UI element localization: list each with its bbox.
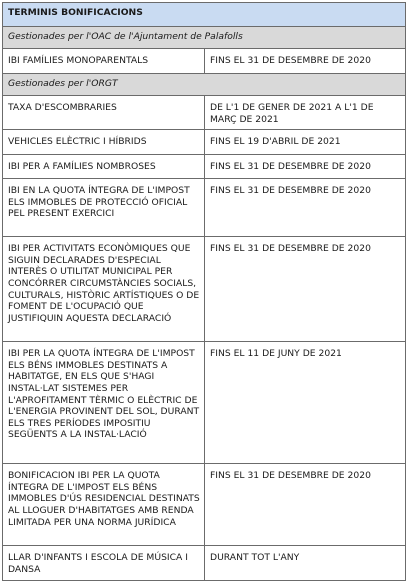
group-header-orgt (3, 74, 406, 96)
concept-cell: VEHICLES ELÈCTRIC I HÍBRIDS (3, 130, 205, 155)
table-title: TERMINIS BONIFICACIONS (3, 3, 406, 27)
term-cell: FINS EL 19 D'ABRIL DE 2021 (205, 130, 406, 155)
table-row (3, 179, 406, 237)
table-row (3, 155, 406, 179)
concept-cell: IBI PER A FAMÍLIES NOMBROSES (3, 155, 205, 179)
term-cell: FINS EL 31 DE DESEMBRE DE 2020 (205, 179, 406, 237)
term-cell: FINS EL 11 DE JUNY DE 2021 (205, 342, 406, 464)
table-row (3, 464, 406, 546)
concept-cell: IBI PER LA QUOTA ÍNTEGRA DE L'IMPOST ELS BÉNS IMMOBLES DESTINATS A HABITATGE, EN ELS QUE S'HAGI INSTAL·LAT SISTEMES PER L'APROFITAMENT TÈRMIC O ELÈCTRIC DE L'ENERGIA PROVINENT DEL SOL, DURANT ELS TRES PERÍODES IMPOSITIU SEGÜENTS A LA INSTAL·LACIÓ (3, 342, 205, 464)
term-cell: FINS EL 31 DE DESEMBRE DE 2020 (205, 464, 406, 546)
table-row (3, 96, 406, 130)
term-cell: FINS EL 31 DE DESEMBRE DE 2020 (205, 155, 406, 179)
table-row (3, 49, 406, 74)
concept-cell: IBI EN LA QUOTA ÍNTEGRA DE L'IMPOST ELS IMMOBLES DE PROTECCIÓ OFICIAL PEL PRESENT EXERCICI (3, 179, 205, 237)
table-row (3, 342, 406, 464)
concept-cell: IBI FAMÍLIES MONOPARENTALS (3, 49, 205, 74)
group-title: Gestionades per l'ORGT (3, 74, 406, 96)
concept-cell: IBI PER ACTIVITATS ECONÒMIQUES QUE SIGUIN DECLARADES D'ESPECIAL INTERÈS O UTILITAT MUNICIPAL PER CONCÓRRER CIRCUMSTÀNCIES SOCIALS, CULTURALS, HISTÒRIC ARTÍSTIQUES O DE FOMENT DE L'OCUPACIÓ QUE JUSTIFIQUIN AQUESTA DECLARACIÓ (3, 237, 205, 342)
term-cell: DURANT TOT L'ANY (205, 546, 406, 581)
group-header-oac (3, 27, 406, 49)
table-row (3, 237, 406, 342)
table-header-row (3, 3, 406, 27)
table-row (3, 130, 406, 155)
term-cell: DE L'1 DE GENER DE 2021 A L'1 DE MARÇ DE 2021 (205, 96, 406, 130)
bonifications-table (2, 2, 406, 581)
concept-cell: LLAR D'INFANTS I ESCOLA DE MÚSICA I DANSA (3, 546, 205, 581)
term-cell: FINS EL 31 DE DESEMBRE DE 2020 (205, 49, 406, 74)
concept-cell: BONIFICACION IBI PER LA QUOTA ÍNTEGRA DE L'IMPOST ELS BÉNS IMMOBLES D'ÚS RESIDENCIAL DESTINATS AL LLOGUER D'HABITATGES AMB RENDA LIMITADA PER UNA NORMA JURÍDICA (3, 464, 205, 546)
group-title: Gestionades per l'OAC de l'Ajuntament de Palafolls (3, 27, 406, 49)
table-row (3, 546, 406, 581)
term-cell: FINS EL 31 DE DESEMBRE DE 2020 (205, 237, 406, 342)
concept-cell: TAXA D'ESCOMBRARIES (3, 96, 205, 130)
